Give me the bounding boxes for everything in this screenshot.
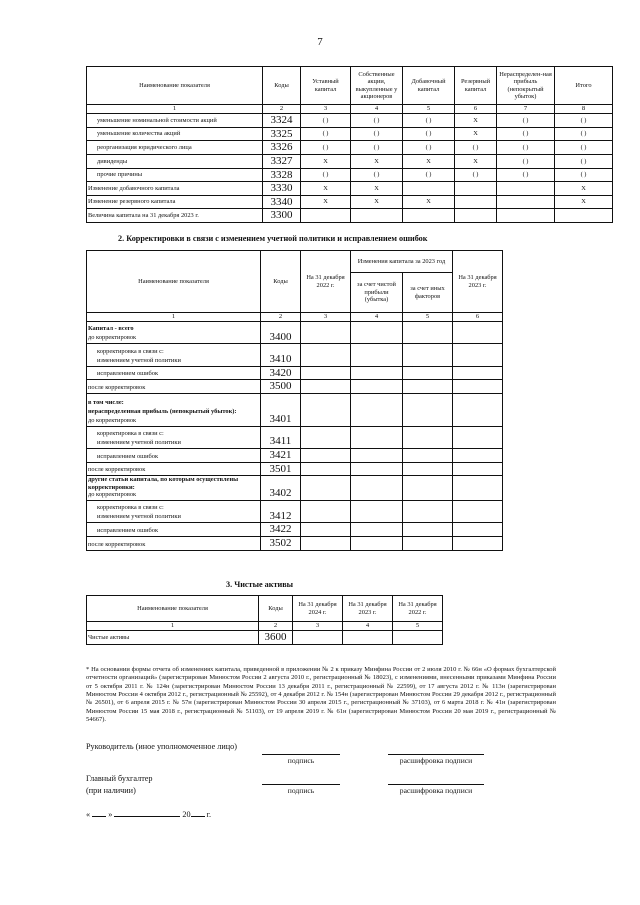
row-name-line: до корректировок (88, 334, 137, 342)
row-name: дивиденды (87, 154, 263, 168)
table-cell (403, 209, 455, 223)
table-row (87, 462, 503, 476)
date-line (86, 810, 211, 819)
t1-header-3: Собственные акции, выкупленные у акционеров (351, 67, 403, 105)
table-cell: ( ) (301, 127, 351, 141)
row-name: Изменение добавочного капитала (87, 182, 263, 196)
table-cell (351, 501, 403, 523)
row-code: 3402 (261, 476, 301, 501)
table-cell (351, 537, 403, 551)
head-signature-caption: подпись (287, 756, 315, 765)
row-code: 3411 (261, 426, 301, 448)
table-cell (403, 476, 453, 501)
t1-header-5: Резервный капитал (455, 67, 497, 105)
row-name (87, 501, 261, 523)
table-cell: ( ) (351, 141, 403, 155)
row-name-line: в том числе: (88, 398, 124, 406)
row-name (87, 394, 261, 427)
row-name: Величина капитала на 31 декабря 2023 г. (87, 209, 263, 223)
t1-col-number: 5 (403, 105, 455, 114)
table-cell (351, 366, 403, 380)
table-cell (453, 449, 503, 463)
page-number: 7 (317, 36, 323, 48)
t1-col-number: 1 (87, 105, 263, 114)
row-code: 3501 (261, 462, 301, 476)
table-cell: ( ) (555, 127, 613, 141)
row-code: 3327 (263, 154, 301, 168)
t3-header-2023: На 31 декабря 2023 г. (343, 596, 393, 622)
row-code: 3502 (261, 537, 301, 551)
table-cell: ( ) (555, 168, 613, 182)
section-3-title: 3. Чистые активы (226, 580, 294, 589)
t3-header-2022: На 31 декабря 2022 г. (393, 596, 443, 622)
table-cell (301, 380, 351, 394)
table-cell (455, 195, 497, 209)
row-name (87, 462, 261, 476)
table-row (87, 168, 613, 182)
row-name-line: корректировка в связи с: (97, 430, 164, 438)
row-code: 3500 (261, 380, 301, 394)
table-cell (301, 523, 351, 537)
t2-col-number: 3 (301, 313, 351, 322)
t3-col-number: 4 (343, 622, 393, 631)
table-row (87, 449, 503, 463)
date-quote-close: » (108, 810, 113, 819)
footnote: * На основании формы отчета об изменениях капитала, приведенной в приложении № 2 к приказу Минфина России от 2 июля 2010 г. № 66н «О формах бухгалтерской отчетности организаций» (зарегистрирован Минюстом России 2 августа 2010 г., регистрационный № 18023), с изменениями, внесенными приказами Минфина России от 5 октября 2011 г. № 124н (зарегистрирован Минюстом России 13 декабря 2011 г., регистрационный № 22599), от 17 августа 2012 г. № 113н (зарегистрирован Минюстом России 4 октября 2012 г., регистрационный № 25592), от 4 декабря 2012 г. № 154н (зарегистрирован Минюстом России 29 декабря 2012 г., регистрационный № 26501), от 6 апреля 2015 г. № 57н (зарегистрирован Минюстом России 30 апреля 2015 г., регистрационный № 37103), от 6 марта 2018 г. № 41н (зарегистрирован Минюстом России 15 мая 2018 г., регистрационный № 51103), от 19 апреля 2019 г. № 61н (зарегистрирован Минюстом России 20 мая 2019 г., регистрационный № 54667). (86, 666, 556, 723)
t2-col-number: 4 (351, 313, 403, 322)
row-code: 3421 (261, 449, 301, 463)
row-code: 3326 (263, 141, 301, 155)
corrections-table (86, 250, 503, 551)
table-row (87, 476, 503, 501)
row-code: 3400 (261, 322, 301, 344)
row-name-line: после корректировок (88, 384, 146, 392)
table-row (87, 195, 613, 209)
table-cell (301, 366, 351, 380)
table-cell: X (455, 154, 497, 168)
table-cell (453, 380, 503, 394)
row-code: 3340 (263, 195, 301, 209)
row-code: 3325 (263, 127, 301, 141)
table-row (87, 322, 503, 344)
row-name-line: исправлением ошибок (97, 527, 159, 535)
row-code: 3420 (261, 366, 301, 380)
table-cell: ( ) (555, 114, 613, 128)
table-cell (403, 501, 453, 523)
table-row (87, 394, 503, 427)
table-row (87, 501, 503, 523)
table-cell (301, 462, 351, 476)
t3-col-number: 2 (259, 622, 293, 631)
row-name-line: до корректировок (88, 416, 137, 424)
row-name-line: изменением учетной политики (97, 439, 181, 447)
table-cell (497, 182, 555, 196)
table-cell: X (403, 154, 455, 168)
table-row (87, 344, 503, 366)
table-cell: ( ) (301, 141, 351, 155)
t1-col-number: 7 (497, 105, 555, 114)
t2-col-number: 2 (261, 313, 301, 322)
t2-col-number: 6 (453, 313, 503, 322)
row-code: 3328 (263, 168, 301, 182)
row-name: уменьшение номинальной стоимости акций (87, 114, 263, 128)
t2-col-number: 1 (87, 313, 261, 322)
table-cell (301, 344, 351, 366)
table-cell (403, 380, 453, 394)
table-cell (403, 426, 453, 448)
table-cell: ( ) (455, 168, 497, 182)
row-name (87, 344, 261, 366)
table-cell: ( ) (555, 154, 613, 168)
t3-col-number: 3 (293, 622, 343, 631)
t1-col-number: 4 (351, 105, 403, 114)
row-name (87, 322, 261, 344)
table-cell (301, 209, 351, 223)
table-cell: ( ) (455, 141, 497, 155)
table-cell (351, 426, 403, 448)
head-decoding-line (388, 754, 484, 755)
t2-header-dec2023: На 31 декабря 2023 г. (453, 251, 503, 313)
t3-col-number: 1 (87, 622, 259, 631)
t2-header-name: Наименование показателя (87, 251, 261, 313)
t2-header-codes: Коды (261, 251, 301, 313)
t2-header-changes: Изменения капитала за 2023 год (351, 251, 453, 273)
table-cell: X (301, 154, 351, 168)
table-cell (453, 501, 503, 523)
accountant-label-note: (при наличии) (86, 786, 136, 795)
row-code: 3410 (261, 344, 301, 366)
table-cell (351, 449, 403, 463)
row-name (87, 537, 261, 551)
table-row (87, 426, 503, 448)
table-cell: X (351, 154, 403, 168)
table-row (87, 380, 503, 394)
row-name-line: исправлением ошибок (97, 370, 159, 378)
table-cell (351, 476, 403, 501)
accountant-decoding-line (388, 784, 484, 785)
table-cell: ( ) (497, 141, 555, 155)
row-name-line: после корректировок (88, 540, 146, 548)
row-name-line: корректировка в связи с: (97, 504, 164, 512)
table-cell (351, 380, 403, 394)
row-name (87, 476, 261, 501)
row-name-line: после корректировок (88, 466, 146, 474)
table-cell (403, 537, 453, 551)
table-cell (453, 476, 503, 501)
date-quote-open: « (86, 810, 91, 819)
date-year: 20 (182, 810, 191, 819)
table-cell (403, 366, 453, 380)
date-suffix: г. (206, 810, 212, 819)
table-cell (351, 344, 403, 366)
t1-header-6: Нераспределен-ная прибыль (непокрытый убыток) (497, 67, 555, 105)
table-cell: X (403, 195, 455, 209)
table-cell (351, 394, 403, 427)
table-cell (403, 449, 453, 463)
t3-cell (343, 631, 393, 645)
table-cell (455, 209, 497, 223)
accountant-signature-caption: подпись (287, 786, 315, 795)
capital-changes-table (86, 66, 613, 223)
table-cell: X (301, 182, 351, 196)
table-cell (453, 426, 503, 448)
t1-col-number: 3 (301, 105, 351, 114)
t3-row-name: Чистые активы (87, 631, 259, 645)
table-cell (453, 462, 503, 476)
head-signature-line (262, 754, 340, 755)
row-name-line: нераспределенная прибыль (непокрытый убыток): (88, 407, 237, 415)
row-name: Изменение резервного капитала (87, 195, 263, 209)
row-name (87, 523, 261, 537)
table-row (87, 209, 613, 223)
t3-cell (293, 631, 343, 645)
table-cell: ( ) (497, 154, 555, 168)
table-cell: ( ) (555, 141, 613, 155)
table-cell (403, 322, 453, 344)
table-cell (301, 322, 351, 344)
t3-col-number: 5 (393, 622, 443, 631)
table-cell (403, 394, 453, 427)
table-cell (453, 344, 503, 366)
t3-header-name: Наименование показателя (87, 596, 259, 622)
table-cell (301, 537, 351, 551)
table-cell (453, 366, 503, 380)
row-name (87, 380, 261, 394)
table-row (87, 141, 613, 155)
row-code: 3401 (261, 394, 301, 427)
table-cell (403, 182, 455, 196)
row-name (87, 366, 261, 380)
table-cell: ( ) (403, 114, 455, 128)
t3-cell (393, 631, 443, 645)
t2-col-number: 5 (403, 313, 453, 322)
t3-header-2024: На 31 декабря 2024 г. (293, 596, 343, 622)
table-cell (453, 322, 503, 344)
table-cell: ( ) (301, 168, 351, 182)
table-cell: ( ) (497, 114, 555, 128)
table-cell: X (351, 195, 403, 209)
head-decoding-caption: расшифровка подписи (399, 756, 473, 765)
table-cell (351, 523, 403, 537)
table-cell (351, 322, 403, 344)
table-cell (301, 394, 351, 427)
table-cell (301, 501, 351, 523)
table-cell: ( ) (403, 127, 455, 141)
row-name-line: исправлением ошибок (97, 452, 159, 460)
row-name-line: другие статьи капитала, по которым осуществлены корректировки: (88, 476, 239, 491)
t1-header-0: Наименование показателя (87, 67, 263, 105)
table-cell: ( ) (301, 114, 351, 128)
table-row (87, 366, 503, 380)
table-cell: ( ) (403, 168, 455, 182)
net-assets-table (86, 595, 443, 645)
row-name-line: изменением учетной политики (97, 513, 181, 521)
table-cell (453, 523, 503, 537)
accountant-decoding-caption: расшифровка подписи (399, 786, 473, 795)
row-name: прочие причины (87, 168, 263, 182)
table-cell: X (351, 182, 403, 196)
t1-header-2: Уставный капитал (301, 67, 351, 105)
row-code: 3412 (261, 501, 301, 523)
t3-header-codes: Коды (259, 596, 293, 622)
accountant-signature-line (262, 784, 340, 785)
row-code: 3422 (261, 523, 301, 537)
row-name: уменьшение количества акций (87, 127, 263, 141)
row-name-line: изменением учетной политики (97, 356, 181, 364)
row-name (87, 426, 261, 448)
table-cell: ( ) (351, 127, 403, 141)
table-row (87, 523, 503, 537)
table-cell: ( ) (403, 141, 455, 155)
table-cell: ( ) (497, 168, 555, 182)
table-cell (351, 462, 403, 476)
table-cell: X (301, 195, 351, 209)
table-cell (403, 523, 453, 537)
t1-header-4: Добавочный капитал (403, 67, 455, 105)
table-cell (455, 182, 497, 196)
t2-header-dec2022: На 31 декабря 2022 г. (301, 251, 351, 313)
table-cell (497, 209, 555, 223)
row-name-line: корректировка в связи с: (97, 347, 164, 355)
t1-header-7: Итого (555, 67, 613, 105)
table-cell (497, 195, 555, 209)
table-row (87, 537, 503, 551)
table-cell: ( ) (497, 127, 555, 141)
table-row (87, 154, 613, 168)
table-cell (301, 476, 351, 501)
row-code: 3330 (263, 182, 301, 196)
t1-header-1: Коды (263, 67, 301, 105)
row-name (87, 449, 261, 463)
table-cell (301, 449, 351, 463)
t3-row-code: 3600 (259, 631, 293, 645)
table-cell: ( ) (351, 168, 403, 182)
row-code: 3300 (263, 209, 301, 223)
section-2-title: 2. Корректировки в связи с изменением учетной политики и исправлением ошибок (118, 234, 428, 243)
table-row (87, 114, 613, 128)
row-name-line: до корректировок (88, 491, 137, 499)
table-row (87, 182, 613, 196)
row-name: реорганизация юридического лица (87, 141, 263, 155)
table-cell (351, 209, 403, 223)
t1-col-number: 8 (555, 105, 613, 114)
table-cell (403, 462, 453, 476)
t1-col-number: 6 (455, 105, 497, 114)
t2-header-net-profit: за счет чистой прибыли (убытка) (351, 273, 403, 313)
table-row (87, 127, 613, 141)
table-cell (403, 344, 453, 366)
table-cell (453, 537, 503, 551)
table-cell: X (455, 127, 497, 141)
table-cell: X (555, 195, 613, 209)
t2-header-other: за счет иных факторов (403, 273, 453, 313)
table-cell (453, 394, 503, 427)
table-cell: ( ) (351, 114, 403, 128)
t1-col-number: 2 (263, 105, 301, 114)
table-cell: X (555, 182, 613, 196)
table-cell (555, 209, 613, 223)
row-code: 3324 (263, 114, 301, 128)
accountant-label: Главный бухгалтер (86, 774, 153, 783)
table-cell: X (455, 114, 497, 128)
table-cell (301, 426, 351, 448)
head-label: Руководитель (иное уполномоченное лицо) (86, 742, 237, 751)
row-name-line: Капитал - всего (88, 325, 134, 333)
